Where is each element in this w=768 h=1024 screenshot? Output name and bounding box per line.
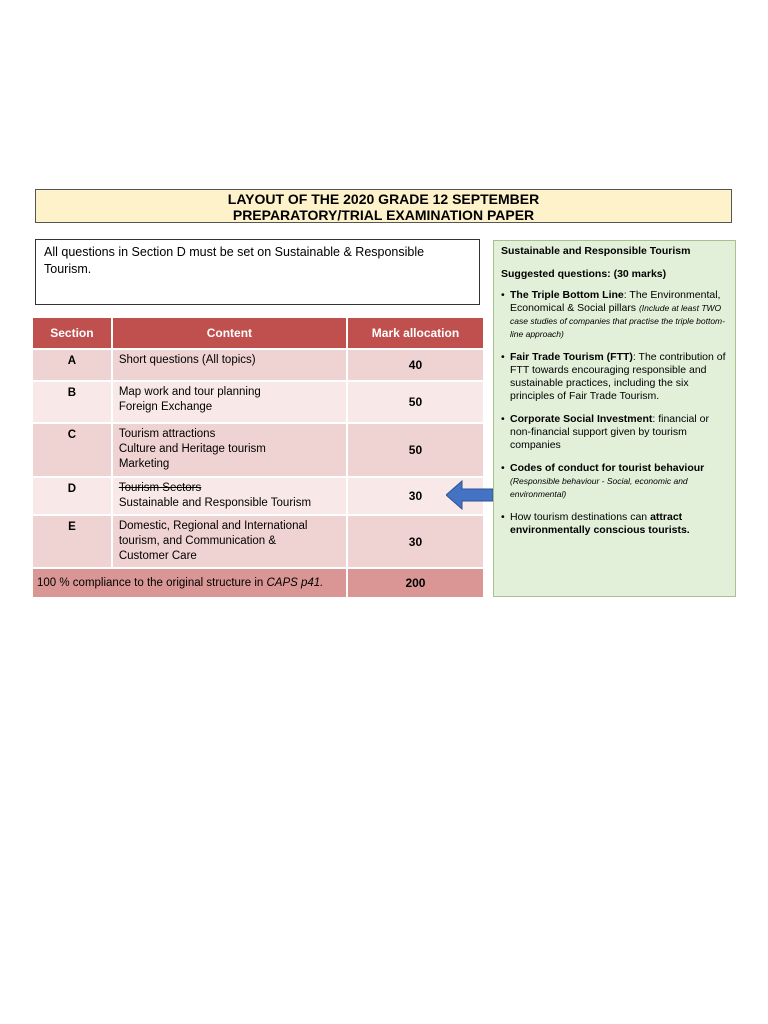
table-row bbox=[32, 515, 484, 568]
list-item bbox=[501, 511, 728, 537]
header-section: Section bbox=[32, 317, 112, 349]
item-note: (Responsible behaviour - Social, economic and environmental) bbox=[510, 476, 688, 499]
section-cell: D bbox=[32, 477, 112, 515]
content-line: Domestic, Regional and International bbox=[118, 520, 308, 532]
header-content: Content bbox=[112, 317, 347, 349]
item-text: : The contribution of FTT towards encouraging responsible and sustainable practices, including the six principles of Fair Trade Tourism. bbox=[510, 351, 726, 402]
item-text: How tourism destinations can bbox=[510, 511, 651, 523]
item-heading: Codes of conduct for tourist behaviour bbox=[510, 462, 705, 474]
total-mark-cell: 200 bbox=[347, 568, 484, 598]
left-arrow-icon bbox=[446, 480, 494, 510]
section-cell: B bbox=[32, 381, 112, 423]
table-row bbox=[32, 381, 484, 423]
content-cell bbox=[112, 423, 347, 477]
content-line: tourism, and Communication & bbox=[118, 535, 277, 547]
panel-title: Sustainable and Responsible Tourism bbox=[501, 245, 691, 257]
table-row bbox=[32, 349, 484, 381]
list-item bbox=[501, 462, 728, 501]
mark-cell: 50 bbox=[347, 423, 484, 477]
list-item bbox=[501, 289, 728, 341]
section-cell: A bbox=[32, 349, 112, 381]
title-line-2: PREPARATORY/TRIAL EXAMINATION PAPER bbox=[232, 207, 535, 223]
content-line: Short questions (All topics) bbox=[118, 354, 256, 366]
table-row bbox=[32, 423, 484, 477]
section-d-note: All questions in Section D must be set on Sustainable & Responsible Tourism. bbox=[35, 239, 480, 305]
mark-cell: 50 bbox=[347, 381, 484, 423]
mark-cell: 30 bbox=[347, 477, 484, 515]
item-heading: Fair Trade Tourism (FTT) bbox=[510, 351, 633, 363]
item-note: (Include at least TWO case studies of companies that practise the triple bottom-line approach) bbox=[510, 303, 725, 339]
list-item bbox=[501, 413, 728, 452]
content-cell bbox=[112, 515, 347, 568]
panel-subtitle: Suggested questions: (30 marks) bbox=[501, 268, 667, 280]
content-line: Marketing bbox=[118, 458, 170, 470]
compliance-text: 100 % compliance to the original structure in bbox=[37, 577, 267, 589]
mark-cell: 40 bbox=[347, 349, 484, 381]
table-row bbox=[32, 477, 484, 515]
layout-table bbox=[31, 316, 485, 599]
table-footer-row bbox=[32, 568, 484, 598]
struck-content-line: Tourism Sectors bbox=[118, 482, 202, 494]
content-cell bbox=[112, 477, 347, 515]
compliance-note bbox=[32, 568, 347, 598]
sustainable-tourism-panel bbox=[493, 240, 736, 597]
content-cell bbox=[112, 349, 347, 381]
content-line: Customer Care bbox=[118, 550, 197, 562]
content-line: Foreign Exchange bbox=[118, 401, 213, 413]
header-mark-allocation: Mark allocation bbox=[347, 317, 484, 349]
content-line: Map work and tour planning bbox=[118, 386, 261, 398]
content-cell bbox=[112, 381, 347, 423]
caps-reference: CAPS p41. bbox=[266, 577, 324, 589]
list-item bbox=[501, 351, 728, 403]
item-text: : The Environmental, Economical & Social pillars bbox=[510, 289, 721, 314]
item-heading: The Triple Bottom Line bbox=[510, 289, 624, 301]
section-cell: C bbox=[32, 423, 112, 477]
content-line: Culture and Heritage tourism bbox=[118, 443, 266, 455]
content-line: Sustainable and Responsible Tourism bbox=[118, 497, 312, 509]
item-heading: attract environmentally conscious tourists. bbox=[510, 511, 690, 536]
title-line-1: LAYOUT OF THE 2020 GRADE 12 SEPTEMBER bbox=[227, 191, 540, 207]
table-header-row bbox=[32, 317, 484, 349]
item-heading: Corporate Social Investment bbox=[510, 413, 653, 425]
mark-cell: 30 bbox=[347, 515, 484, 568]
suggested-questions-list bbox=[501, 289, 728, 537]
item-text: : financial or non-financial support given by tourism companies bbox=[510, 413, 709, 451]
document-title bbox=[35, 189, 732, 223]
section-cell: E bbox=[32, 515, 112, 568]
content-line: Tourism attractions bbox=[118, 428, 216, 440]
